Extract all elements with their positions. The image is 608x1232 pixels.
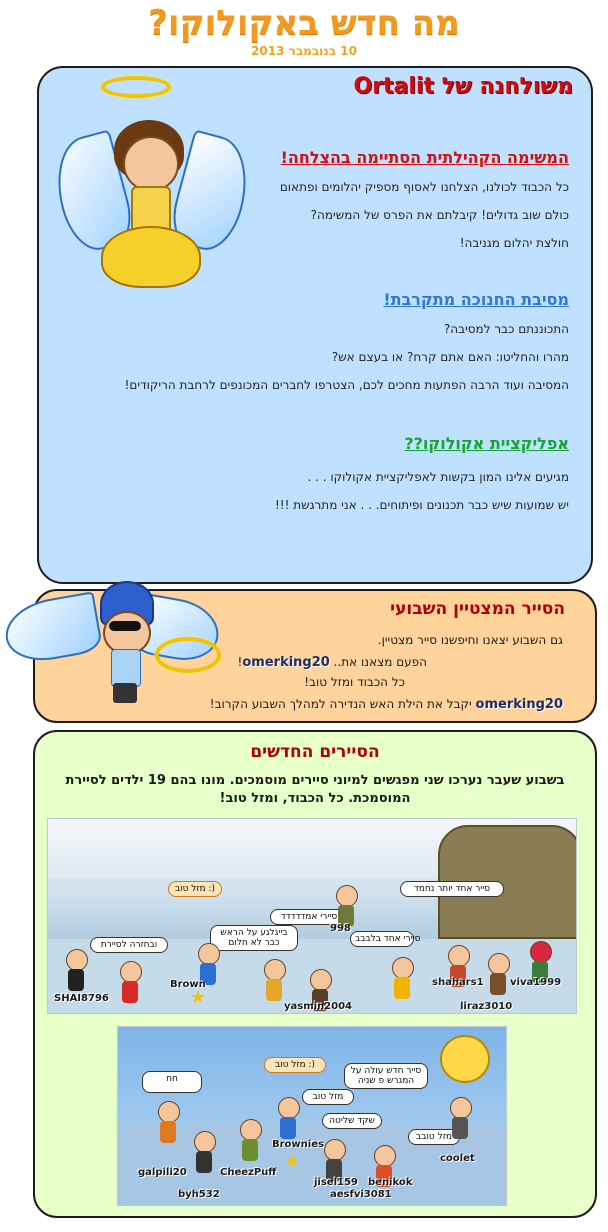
avatar-head: [158, 1101, 180, 1123]
editor-panel: [37, 66, 593, 584]
chat-bubble: מזל טוב :): [168, 881, 222, 897]
flower-icon: [101, 226, 201, 288]
new-rangers-panel: [33, 730, 597, 1218]
player-name: benikok: [368, 1177, 413, 1188]
player-name: Brown: [170, 979, 206, 990]
avatar-head: [392, 957, 414, 979]
avatar-body: [490, 973, 506, 995]
newsletter-title: מה חדש באקולוקו?: [148, 3, 460, 43]
section-line: המסיבה ועוד הרבה הפתעות מחכים לכם, הצטרפו לחברים המכונפים לרחבת הריקודים!: [124, 378, 569, 392]
section-line: מגיעים אלינו המון בקשות לאפליקציית אקולוקו . . .: [307, 470, 569, 484]
player-name: 998: [330, 923, 351, 934]
player-name: galpili20: [138, 1167, 187, 1178]
avatar-body: [196, 1151, 212, 1173]
new-rangers-intro: בשבוע שעבר נערכו שני מפגשים למיוני סיירים מוסמכים. מונו בהם 19 ילדים לסיירת המוסמכת. כל הכבוד, ומזל טוב!: [65, 773, 565, 806]
editor-heading-prefix: משולחנה של: [441, 74, 573, 99]
ceremony-screenshot-1: [47, 818, 577, 1014]
player-name: liraz3010: [460, 1001, 513, 1012]
ranger-line-3: כל הכבוד ומזל טוב!: [304, 675, 405, 689]
halo-icon: [101, 76, 171, 98]
avatar-body: [160, 1121, 176, 1143]
avatar-body: [122, 981, 138, 1003]
ranger-of-week-panel: [33, 589, 597, 723]
avatar-head: [120, 961, 142, 983]
player-name: coolet: [440, 1153, 475, 1164]
ceremony-screenshot-2: [117, 1026, 507, 1206]
section-line: מהרו והחליטו: האם אתם קרח? או בעצם אש?: [331, 350, 569, 364]
chat-bubble-text: סייר חדש עולה על המגרש פ שניה: [350, 1066, 422, 1086]
wing-left-icon: [1, 591, 104, 666]
avatar-pants: [113, 683, 137, 703]
chat-bubble: [344, 1063, 428, 1089]
avatar-head: [448, 945, 470, 967]
player-name: jisel159: [314, 1177, 358, 1188]
chat-bubble: מזל טוב: [302, 1089, 354, 1105]
player-name: yasmin2004: [284, 1001, 353, 1012]
chat-bubble: שקד שליטה: [322, 1113, 382, 1129]
chat-bubble-text: בייגלגע על הראש כבר לא חלום: [220, 928, 288, 948]
mask-icon: [109, 621, 141, 631]
avatar-body: [452, 1117, 468, 1139]
ranger-line-4: [210, 697, 563, 712]
editor-heading-name: Ortalit: [353, 74, 435, 99]
avatar-body: [242, 1139, 258, 1161]
ranger-line-4-text: יקבל את הילת האש הנדירה למהלך השבוע הקרוב!: [209, 697, 472, 711]
player-name: SHAI8796: [54, 993, 109, 1004]
chat-bubble: סיירי אחד בלבבב: [350, 931, 414, 947]
ranger-line-2-prefix: הפעם מצאנו את..: [333, 655, 427, 669]
player-name: Brownies: [272, 1139, 324, 1150]
ranger-line-1: גם השבוע יצאנו וחיפשנו סייר מצטיין.: [377, 633, 563, 647]
chat-bubble: מזל טוב :): [264, 1057, 326, 1073]
chat-bubble: מזל טובב: [408, 1129, 460, 1145]
section-title-app: אפליקציית אקולוקו??: [404, 434, 569, 453]
player-name: CheezPuff: [220, 1167, 277, 1178]
avatar-head: [450, 1097, 472, 1119]
avatar-head: [488, 953, 510, 975]
winner-nickname: omerking20: [475, 697, 563, 712]
section-line: כולם שוב גדולים! קיבלתם את הפרס של המשימה?: [310, 208, 569, 222]
avatar-head: [194, 1131, 216, 1153]
newsletter-date: 10 בנובמבר 2013: [251, 44, 357, 58]
ranger-line-2: [238, 655, 427, 670]
section-line: כל הכבוד לכולנו, הצלחנו לאסוף מספיק יהלומים ופתאום: [279, 180, 569, 194]
fire-halo-icon: [155, 637, 221, 673]
avatar-body: [266, 979, 282, 1001]
avatar-body: [280, 1117, 296, 1139]
avatar-head: [278, 1097, 300, 1119]
section-title-hanukkah-party: מסיבת החנוכה מתקרבת!: [383, 290, 569, 309]
player-name: shahars1: [432, 977, 484, 988]
ranger-line-2-suffix: !: [237, 655, 243, 669]
newsletter-header: [0, 0, 608, 60]
avatar-body: [68, 969, 84, 991]
avatar-head: [264, 959, 286, 981]
chat-bubble: ובחזרה לסיירת: [90, 937, 168, 953]
avatar-body: [394, 977, 410, 999]
avatar-head: [310, 969, 332, 991]
section-line: התכוננתם כבר למסיבה?: [443, 322, 569, 336]
star-icon: ★: [190, 987, 207, 1008]
avatar-head: [324, 1139, 346, 1161]
avatar-head: [336, 885, 358, 907]
smiley-icon: [440, 1035, 490, 1083]
avatar-head: [66, 949, 88, 971]
winner-avatar: [5, 585, 225, 715]
avatar-head: [240, 1119, 262, 1141]
editor-heading: [354, 74, 574, 99]
player-name: aesfvi3081: [330, 1189, 392, 1200]
chat-bubble: חח: [142, 1071, 202, 1093]
avatar-head: [123, 136, 179, 192]
chat-bubble: סיירי אמדדדדד: [270, 909, 348, 925]
chat-bubble: [210, 925, 298, 951]
avatar-head: [374, 1145, 396, 1167]
section-title-community-mission: המשימה הקהילתית הסתיימה בהצלחה!: [280, 148, 569, 167]
ranger-of-week-title: הסייר המצטיין השבועי: [390, 599, 565, 619]
avatar-head: [530, 941, 552, 963]
angel-avatar-ortalit: [59, 76, 259, 306]
star-icon: ★: [284, 1151, 301, 1172]
winner-nickname: omerking20: [242, 655, 330, 670]
avatar-head: [198, 943, 220, 965]
section-line: יש שמועות שיש כבר תכנונים ופיתוחים. . . אני מתרגשת !!!: [274, 498, 569, 512]
new-rangers-title: הסיירים החדשים: [250, 742, 380, 762]
player-name: viva1999: [510, 977, 562, 988]
player-name: byh532: [178, 1189, 220, 1200]
section-line: חולצת יהלום מגניבה!: [459, 236, 569, 250]
chat-bubble: סייר אחד יותר נחמד: [400, 881, 504, 897]
avatar-shirt: [111, 649, 141, 687]
